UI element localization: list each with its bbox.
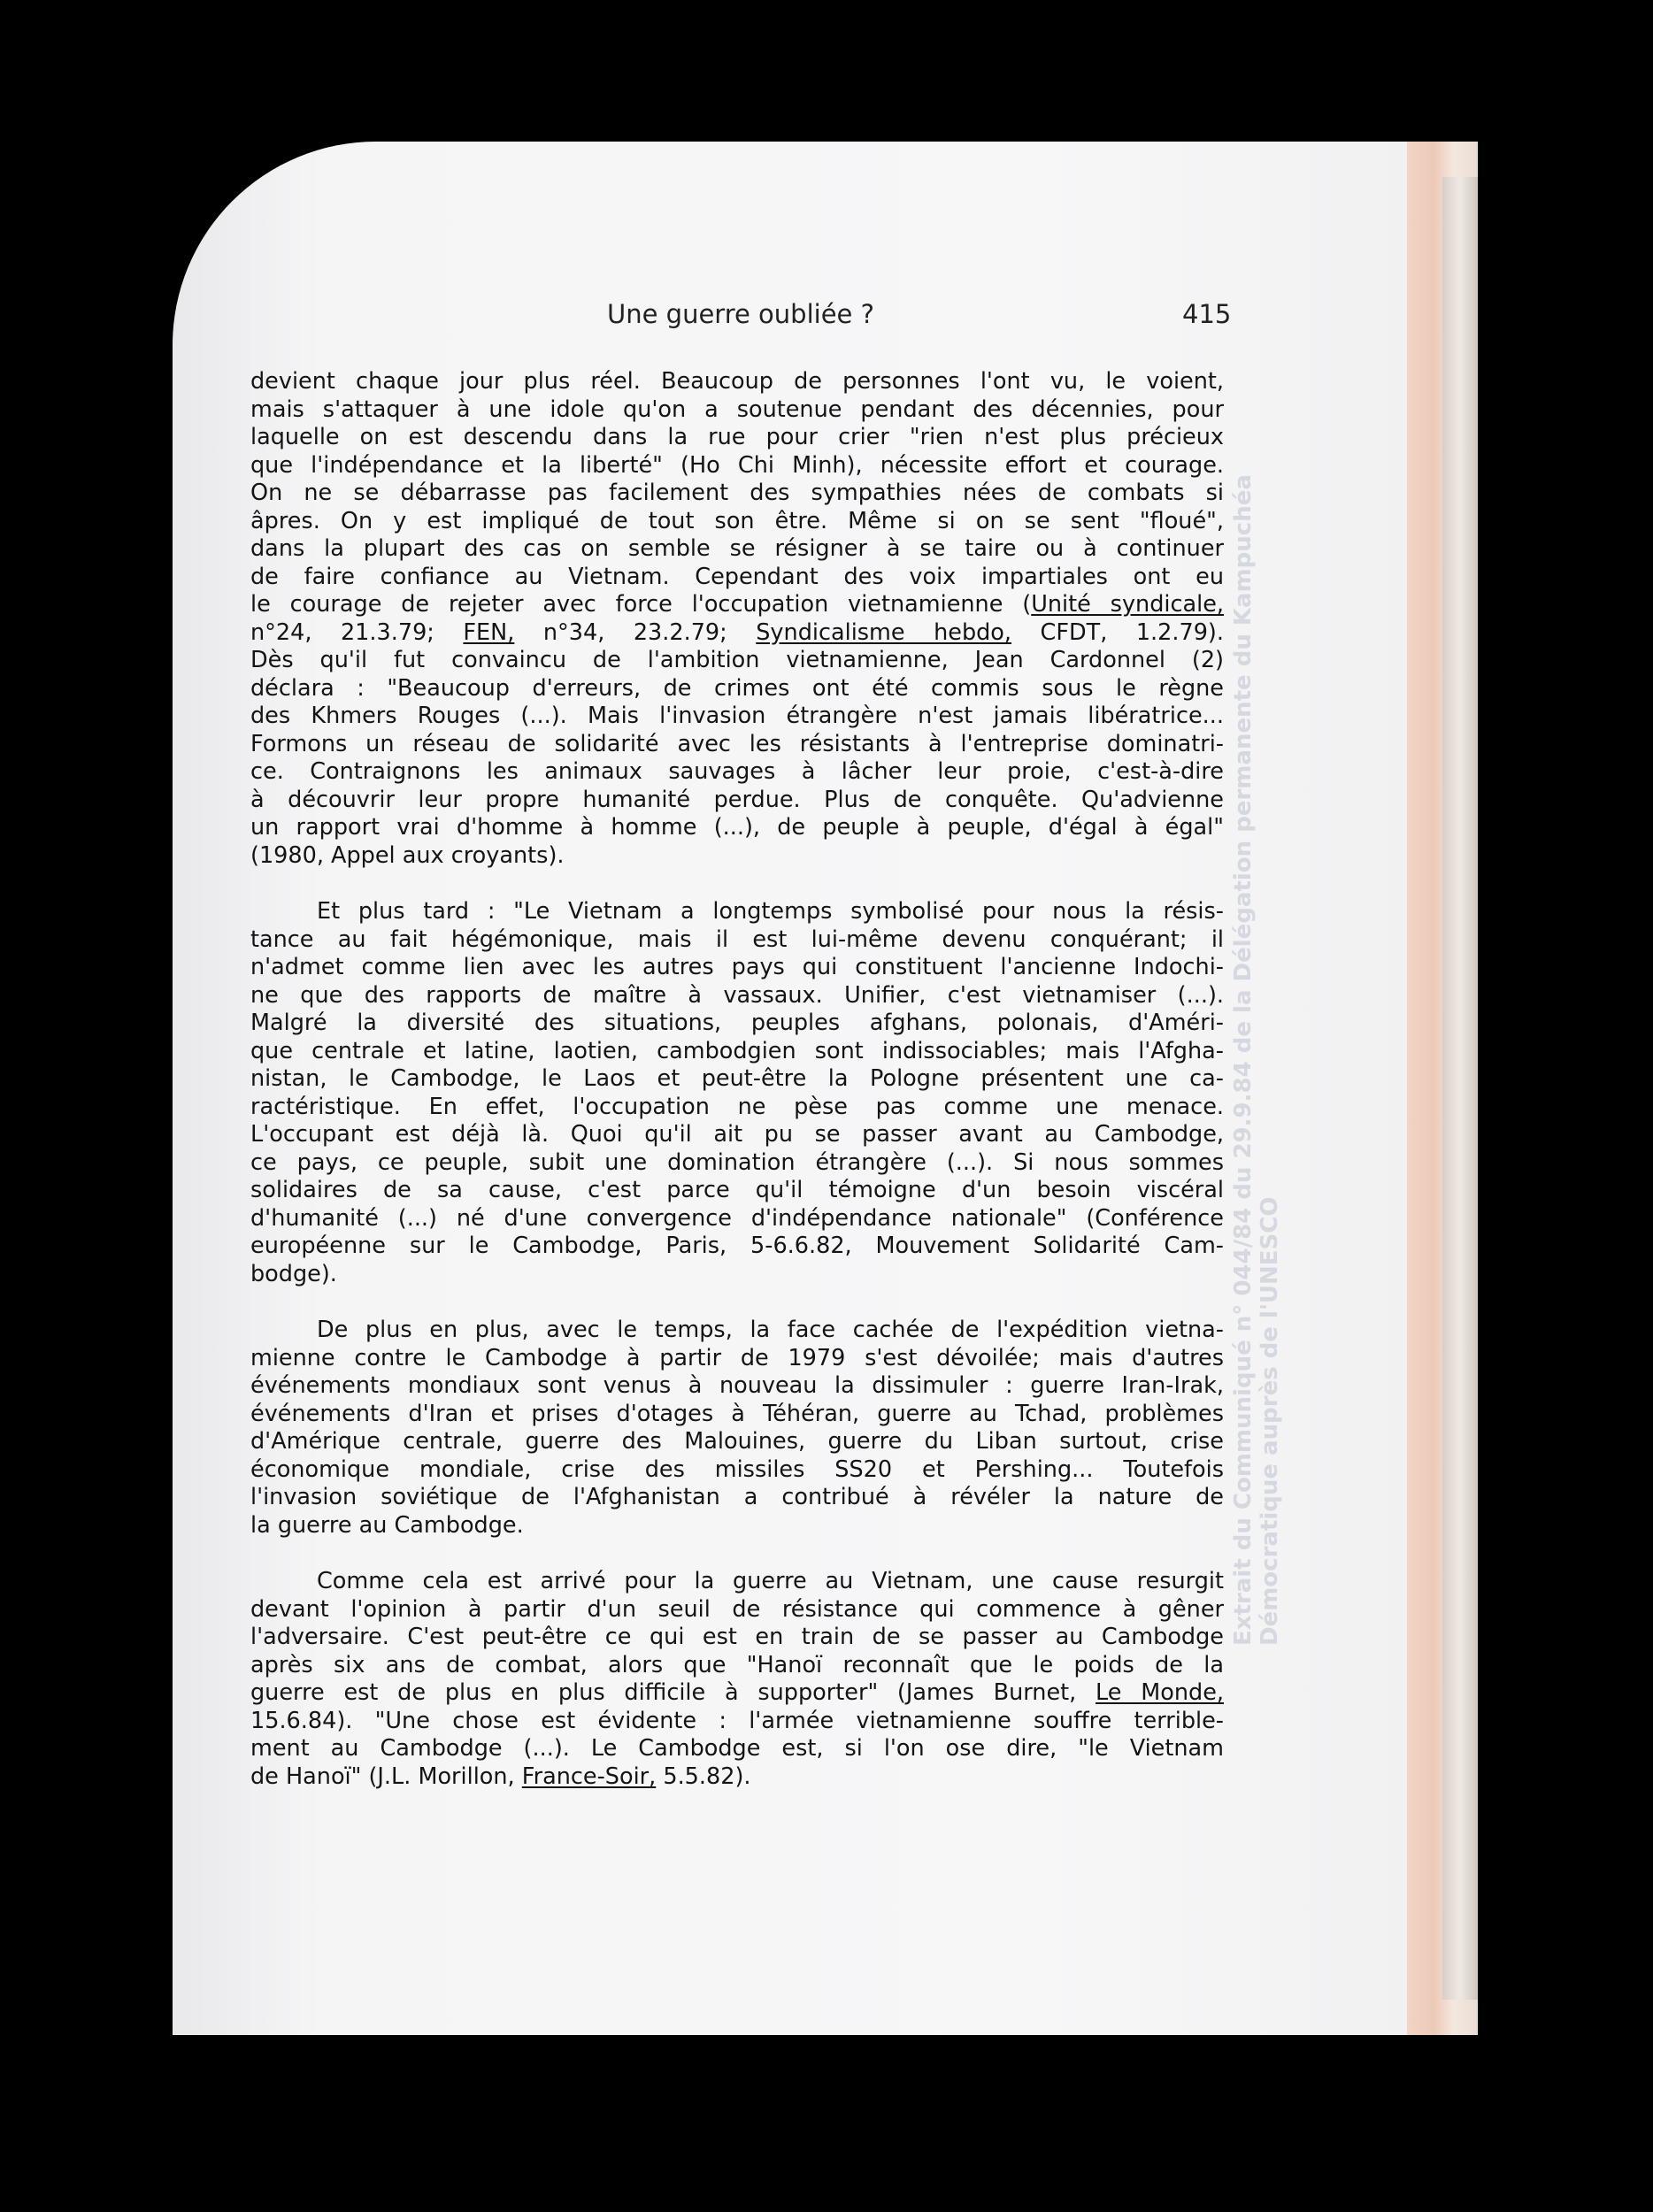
text-line: la guerre au Cambodge.	[250, 1511, 524, 1539]
paragraph	[250, 368, 1224, 870]
text-line: n'admet comme lien avec les autres pays qui constituent l'ancienne Indochi-	[250, 954, 1224, 980]
paragraph	[250, 1568, 1224, 1791]
text-line: mais s'attaquer à une idole qu'on a soutenue pendant des décennies, pour	[250, 396, 1224, 423]
text-line: De plus en plus, avec le temps, la face cachée de l'expédition vietna-	[317, 1317, 1224, 1343]
text-line: L'occupant est déjà là. Quoi qu'il ait pu se passer avant au Cambodge,	[250, 1121, 1224, 1148]
text-line: bodge).	[250, 1260, 337, 1287]
text-line: Dès qu'il fut convaincu de l'ambition vietnamienne, Jean Cardonnel (2)	[250, 647, 1224, 673]
text-line: ment au Cambodge (...). Le Cambodge est, si l'on ose dire, "le Vietnam	[250, 1735, 1224, 1762]
text-line: Comme cela est arrivé pour la guerre au Vietnam, une cause resurgit	[317, 1568, 1224, 1594]
text-line: de faire confiance au Vietnam. Cependant des voix impartiales ont eu	[250, 563, 1224, 590]
text-line: l'adversaire. C'est peut-être ce qui est en train de se passer au Cambodge	[250, 1624, 1224, 1650]
text-line: mienne contre le Cambodge à partir de 1979 s'est dévoilée; mais d'autres	[250, 1344, 1224, 1371]
text-line: événements d'Iran et prises d'otages à Téhéran, guerre au Tchad, problèmes	[250, 1400, 1224, 1427]
paragraph-gap	[250, 1288, 1224, 1317]
text-line: devant l'opinion à partir d'un seuil de résistance qui commence à gêner	[250, 1595, 1224, 1623]
text-line: ce. Contraignons les animaux sauvages à lâcher leur proie, c'est-à-dire	[250, 758, 1224, 785]
text-line: l'invasion soviétique de l'Afghanistan a contribué à révéler la nature de	[250, 1484, 1224, 1510]
text-line: de Hanoï" (J.L. Morillon, France-Soir, 5.5.82).	[250, 1763, 751, 1790]
text-line: guerre est de plus en plus difficile à supporter" (James Burnet, Le Monde,	[250, 1679, 1224, 1706]
text-line: des Khmers Rouges (...). Mais l'invasion étrangère n'est jamais libératrice...	[250, 703, 1224, 729]
text-line: le courage de rejeter avec force l'occupation vietnamienne (Unité syndicale,	[250, 591, 1225, 618]
text-line: économique mondiale, crise des missiles SS20 et Pershing... Toutefois	[250, 1455, 1224, 1483]
text-line: que centrale et latine, laotien, cambodgien sont indissociables; mais l'Afgha-	[250, 1037, 1224, 1064]
body-text	[250, 368, 1224, 1791]
paragraph	[250, 1317, 1224, 1540]
text-line: (1980, Appel aux croyants).	[250, 841, 565, 869]
text-line: Malgré la diversité des situations, peuples afghans, polonais, d'Améri-	[250, 1010, 1224, 1036]
bleed-through-text: Extrait du Communiqué n° 044/84 du 29.9.84 de la Délégation permanente du Kampuchéa Démocratique auprès de l'UNESCO	[1230, 474, 1283, 1646]
text-line: solidaires de sa cause, c'est parce qu'il témoigne d'un besoin viscéral	[250, 1177, 1224, 1203]
text-line: devient chaque jour plus réel. Beaucoup de personnes l'ont vu, le voient,	[250, 368, 1224, 395]
running-title: Une guerre oubliée ?	[607, 299, 874, 329]
text-line: d'humanité (...) né d'une convergence d'indépendance nationale" (Conférence	[250, 1204, 1224, 1232]
text-line: ne que des rapports de maître à vassaux. Unifier, c'est vietnamiser (...).	[250, 981, 1224, 1009]
text-line: après six ans de combat, alors que "Hanoï reconnaît que le poids de la	[250, 1651, 1224, 1678]
text-line: ractéristique. En effet, l'occupation ne pèse pas comme une menace.	[250, 1093, 1224, 1120]
text-line: Formons un réseau de solidarité avec les résistants à l'entreprise dominatri-	[250, 730, 1224, 757]
text-line: âpres. On y est impliqué de tout son être. Même si on se sent "floué",	[250, 507, 1224, 534]
text-line: On ne se débarrasse pas facilement des sympathies nées de combats si	[250, 480, 1224, 506]
text-line: tance au fait hégémonique, mais il est lui-même devenu conquérant; il	[250, 926, 1224, 953]
text-line: que l'indépendance et la liberté" (Ho Chi Minh), nécessite effort et courage.	[250, 451, 1224, 479]
text-line: déclara : "Beaucoup d'erreurs, de crimes ont été commis sous le règne	[250, 674, 1224, 702]
text-line: laquelle on est descendu dans la rue pour crier "rien n'est plus précieux	[250, 424, 1224, 450]
text-line: un rapport vrai d'homme à homme (...), de peuple à peuple, d'égal à égal"	[250, 814, 1224, 841]
text-line: Et plus tard : "Le Vietnam a longtemps symbolisé pour nous la résis-	[317, 898, 1224, 925]
page-number: 415	[1182, 299, 1232, 329]
text-line: nistan, le Cambodge, le Laos et peut-être la Pologne présentent une ca-	[250, 1065, 1224, 1092]
paragraph-gap	[250, 1540, 1224, 1568]
text-line: européenne sur le Cambodge, Paris, 5-6.6.82, Mouvement Solidarité Cam-	[250, 1233, 1224, 1259]
text-line: 15.6.84). "Une chose est évidente : l'armée vietnamienne souffre terrible-	[250, 1707, 1224, 1734]
text-line: dans la plupart des cas on semble se résigner à se taire ou à continuer	[250, 535, 1224, 562]
text-line: événements mondiaux sont venus à nouveau la dissimuler : guerre Iran-Irak,	[250, 1372, 1224, 1399]
paragraph-gap	[250, 870, 1224, 898]
text-line: à découvrir leur propre humanité perdue. Plus de conquête. Qu'advienne	[250, 786, 1224, 813]
text-line: ce pays, ce peuple, subit une domination étrangère (...). Si nous sommes	[250, 1148, 1224, 1176]
text-line: d'Amérique centrale, guerre des Malouines, guerre du Liban surtout, crise	[250, 1428, 1224, 1455]
running-header	[607, 299, 1232, 338]
text-line: n°24, 21.3.79; FEN, n°34, 23.2.79; Syndicalisme hebdo, CFDT, 1.2.79).	[250, 618, 1224, 646]
paragraph	[250, 898, 1224, 1288]
